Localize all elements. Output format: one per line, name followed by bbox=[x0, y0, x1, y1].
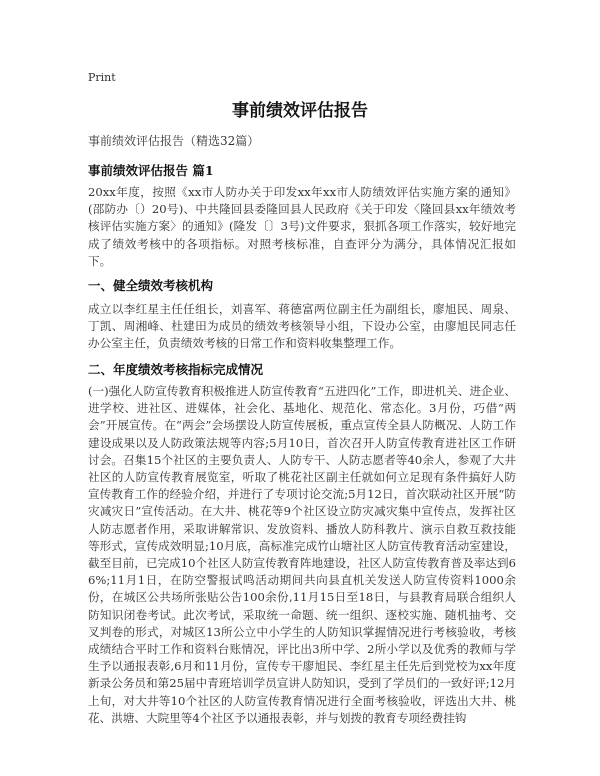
section2-paragraph: (一)强化人防宣传教育积极推进人防宣传教育“五进四化”工作，即进机关、进企业、进学校、进社区、进媒体，社会化、基地化、规范化、常态化。3月份，巧借“两会”开展宣传。在“两会”会场摆设人防宣传展板，重点宣传全县人防概况、人防工作建设成果以及人防政策法规等内容;5月10日，首次召开人防宣传教育进社区工作研讨会。召集15个社区的主要负责人、人防专干、人防志愿者等40余人，参观了大井社区的人防宣传教育展览室，听取了桃花社区副主任就如何立足现有条件搞好人防宣传教育工作的经验介绍，并进行了专项讨论交流;5月12日，首次联动社区开展“防灾减灾日”宣传活动。在大井、桃花等9个社区设立防灾减灾集中宣传点，发挥社区人防志愿者作用，采取讲解常识、发放资料、播放人防科教片、演示自救互救技能等形式，宣传成效明显;10月底，高标准完成竹山塘社区人防宣传教育活动室建设，截至目前，已完成10个社区人防宣传教育阵地建设，社区人防宣传教育普及率达到66%;11月1日，在防空警报试鸣活动期间共向县直机关发送人防宣传资料1000余份，在城区公共场所张贴公告100余份,11月15日至18日，与县教育局联合组织人防知识闭卷考试。此次考试，采取统一命题、统一组织、逐校实施、随机抽考、交叉判卷的形式，对城区13所公立中小学生的人防知识掌握情况进行考核验收，考核成绩结合平时工作和资料台账情况，评比出3所中学、2所小学以及优秀的教师与学生予以通报表彰,6月和11月份，宣传专干廖旭民、李红星主任先后到党校为xx年度新录公务员和第25届中青班培训学员宣讲人防知识，受到了学员们的一致好评;12月上旬，对大井等10个社区的人防宣传教育情况进行全面考核验收，评选出大井、桃花、洪塘、大院里等4个社区予以通报表彰，并与划拨的教育专项经费挂钩 bbox=[88, 384, 516, 725]
document-subtitle: 事前绩效评估报告（精选32篇） bbox=[88, 134, 260, 148]
intro-paragraph: 20xx年度，按照《xx市人防办关于印发xx年xx市人防绩效评估实施方案的通知》(邵防办〔）20号)、中共隆回县委隆回县人民政府《关于印发〈隆回县xx年绩效考核评估实施方案〉的通知》(隆发〔〕3号)文件要求，狠抓各项工作落实，较好地完成了绩效考核中的各项指标。对照考核标准，自查评分为满分，具体情况汇报如下。 bbox=[88, 185, 516, 268]
document-title: 事前绩效评估报告 bbox=[232, 101, 368, 121]
article-heading: 事前绩效评估报告 篇1 bbox=[88, 163, 214, 178]
print-label[interactable]: Print bbox=[88, 71, 116, 84]
section1-heading: 一、健全绩效考核机构 bbox=[88, 278, 214, 293]
section2-heading: 二、年度绩效考核指标完成情况 bbox=[88, 362, 264, 377]
section1-paragraph: 成立以李红星主任任组长，刘喜军、蒋德富两位副主任为副组长，廖旭民、周泉、丁凯、周湘峰、杜建田为成员的绩效考核领导小组，下设办公室，由廖旭民同志任办公室主任，负责绩效考核的日常工作和资料收集整理工作。 bbox=[88, 302, 516, 351]
